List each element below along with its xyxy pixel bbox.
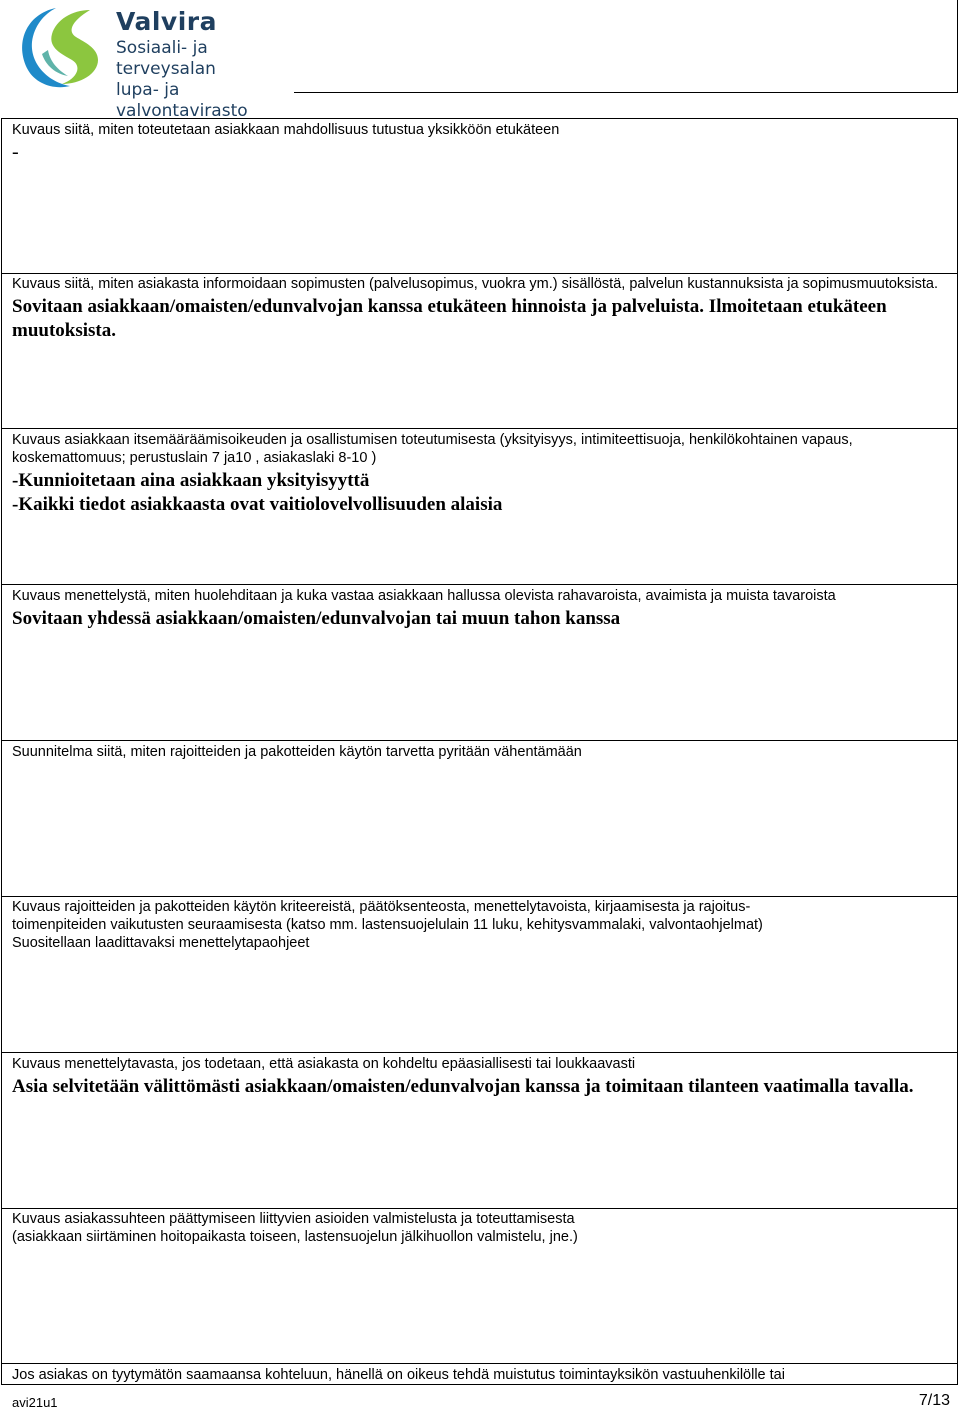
- section-self-determination: [1, 428, 958, 585]
- section-prompt: Kuvaus siitä, miten asiakasta informoidaan sopimusten (palvelusopimus, vuokra ym.) sisällöstä, palvelun kustannuksista ja sopimusmuutoksista.: [12, 276, 939, 292]
- section-answer: Suositellaan laadittavaksi menettelytapaohjeet: [12, 935, 310, 951]
- section-restraint-criteria: [1, 896, 958, 1053]
- footer-form-code: avi21u1: [12, 1395, 58, 1410]
- logo-title: Valvira: [116, 7, 217, 36]
- header-divider: [294, 92, 958, 93]
- section-answer: -Kunnioitetaan aina asiakkaan yksityisyyttä -Kaikki tiedot asiakkaasta ovat vaitiolovelvollisuuden alaisia: [12, 470, 503, 515]
- logo-text: [116, 6, 298, 122]
- section-answer: Sovitaan asiakkaan/omaisten/edunvalvojan kanssa etukäteen hinnoista ja palveluista. Ilmoitetaan etukäteen muutoksista.: [12, 296, 887, 341]
- section-prompt: Kuvaus menettelytavasta, jos todetaan, että asiakasta on kohdeltu epäasiallisesti tai loukkaavasti: [12, 1056, 636, 1072]
- valvira-logo-icon: [12, 4, 108, 90]
- footer-page-number: 7/13: [918, 1392, 950, 1409]
- section-contract-information: [1, 273, 958, 429]
- logo-subtitle-line-1: Sosiaali- ja terveysalan: [116, 38, 216, 79]
- section-visit-in-advance: [1, 118, 958, 274]
- header-right-border: [957, 0, 958, 93]
- section-prompt: Jos asiakas on tyytymätön saamaansa kohteluun, hänellä on oikeus tehdä muistutus toimintayksikön vastuuhenkilölle tai: [12, 1367, 785, 1383]
- document-header: [0, 0, 960, 121]
- section-money-and-keys: [1, 584, 958, 741]
- section-prompt: Kuvaus asiakassuhteen päättymiseen liittyvien asioiden valmistelusta ja toteuttamisesta (asiakkaan siirtäminen hoitopaikasta toiseen, lastensuojelun jälkihuollon valmistelu, jne.): [12, 1211, 578, 1245]
- section-end-of-client-relationship: [1, 1208, 958, 1364]
- section-prompt: Kuvaus siitä, miten toteutetaan asiakkaan mahdollisuus tutustua yksikköön etukäteen: [12, 122, 560, 138]
- section-answer: -: [12, 141, 19, 163]
- section-answer: Sovitaan yhdessä asiakkaan/omaisten/edunvalvojan tai muun tahon kanssa: [12, 608, 621, 629]
- section-prompt: Kuvaus rajoitteiden ja pakotteiden käytön kriteereistä, päätöksenteosta, menettelytavoista, kirjaamisesta ja rajoitus- toimenpiteiden vaikutusten seuraamisesta (katso mm. lastensuojelulain 11 luku, kehitysvammalaki, valvontaohjelmat): [12, 899, 763, 933]
- section-complaint-right: [1, 1363, 958, 1385]
- section-answer: Asia selvitetään välittömästi asiakkaan/omaisten/edunvalvojan kanssa ja toimitaan tilanteen vaatimalla tavalla.: [12, 1076, 914, 1097]
- section-prompt: Suunnitelma siitä, miten rajoitteiden ja pakotteiden käytön tarvetta pyritään vähentämään: [12, 744, 582, 760]
- section-prompt: Kuvaus asiakkaan itsemääräämisoikeuden ja osallistumisen toteutumisesta (yksityisyys, intimiteettisuoja, henkilökohtainen vapaus, koskemattomuus; perustuslain 7 ja10 , asiakaslaki 8-10 ): [12, 432, 853, 466]
- section-inappropriate-treatment: [1, 1052, 958, 1209]
- section-prompt: Kuvaus menettelystä, miten huolehditaan ja kuka vastaa asiakkaan hallussa olevista rahavaroista, avaimista ja muista tavaroista: [12, 588, 836, 604]
- section-restraint-reduction-plan: [1, 740, 958, 897]
- valvira-logo: [8, 2, 298, 121]
- logo-subtitle-line-2: lupa- ja valvontavirasto: [116, 80, 248, 121]
